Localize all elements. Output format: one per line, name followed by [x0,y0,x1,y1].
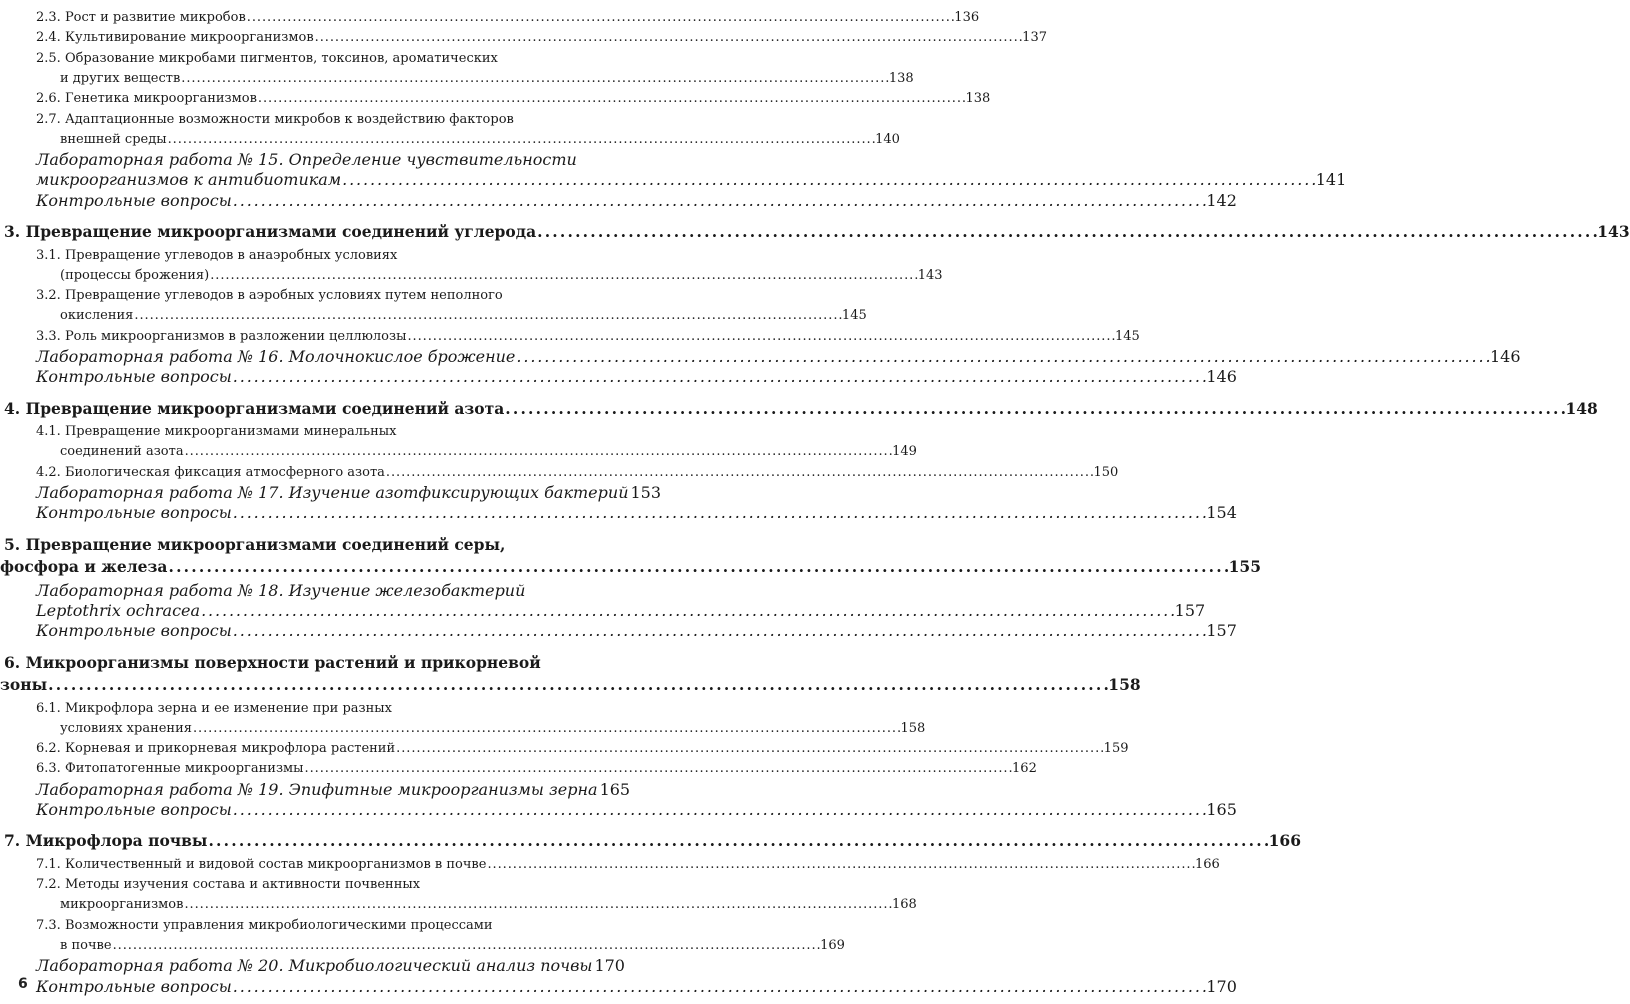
toc-page-number: 166 [1268,831,1301,851]
toc-entry-text: Лабораторная работа № 20. Микробиологический анализ почвы [36,956,593,976]
toc-entry-line [0,110,580,130]
toc-page-number: 153 [630,483,662,502]
toc-entry-text: Лабораторная работа № 15. Определение чувствительности [36,150,577,170]
toc-entry-line [0,190,1237,211]
toc-entry-text: внешней среды [60,131,167,147]
toc-entry-text: в почве [60,937,112,953]
toc-entry-line [0,699,580,719]
dot-leader [386,463,1093,483]
toc-page-number: 140 [875,131,900,147]
toc-entry-text: условиях хранения [60,720,192,736]
dot-leader [342,170,1315,190]
toc-entry-text: микроорганизмов к антибиотикам [36,170,342,190]
toc-entry-text: Контрольные вопросы [36,190,232,210]
toc-entry-line [0,956,625,976]
toc-entry-line [0,463,1119,483]
toc-entry-line [0,831,1301,851]
toc-entry-line [0,621,1237,641]
toc-entry-text: 5. Превращение микроорганизмами соединений серы, [4,534,506,554]
toc-page-number: 158 [1108,675,1141,694]
toc-entry-line [0,581,580,601]
toc-entry-line [0,398,1598,419]
toc-entry-text: 3.3. Роль микроорганизмов в разложении целлюлозы [36,328,407,344]
toc-entry-text: Лабораторная работа № 18. Изучение железобактерий [36,580,526,600]
toc-page-number: 154 [1206,503,1237,523]
toc-entry-line [0,89,991,109]
toc-entry-text: микроорганизмов [60,897,184,913]
toc-entry-line [0,246,580,266]
toc-page-number: 142 [1206,190,1237,210]
toc-entry-line [0,936,845,956]
toc-entry-line [0,600,1206,621]
toc-entry-line [0,28,1047,48]
toc-entry-text: 6.1. Микрофлора зерна и ее изменение при разных [36,700,392,716]
toc-entry-text: 7.1. Количественный и видовой состав микроорганизмов в почве [36,856,487,872]
toc-entry-line [0,306,867,326]
toc-page-number: 143 [917,267,943,283]
toc-entry-text: (процессы брожения) [60,267,210,283]
dot-leader [168,130,875,150]
toc-entry-text: фосфора и железа [0,557,168,577]
toc-entry-text: 6.3. Фитопатогенные микроорганизмы [36,761,304,777]
dot-leader [184,895,891,915]
toc-page-number: 143 [1597,222,1630,241]
toc-entry-line [0,170,1347,190]
toc-entry-line [0,266,943,286]
dot-leader [516,347,1489,367]
dot-leader [233,621,1206,641]
toc-page-number: 150 [1093,464,1119,480]
toc-entry-line [0,875,580,895]
dot-leader [505,399,1564,419]
toc-entry-line [0,779,631,800]
dot-leader [247,8,954,28]
toc-page-number: 137 [1022,30,1047,46]
toc-page-number: 136 [954,10,980,25]
toc-entry-line [0,442,917,462]
toc-entry-text: 7.2. Методы изучения состава и активности почвенных [36,877,421,893]
toc-entry-text: 6.2. Корневая и прикорневая микрофлора растений [36,741,396,757]
toc-page-number: 157 [1206,621,1237,641]
dot-leader [315,28,1022,48]
toc-entry-text: 2.7. Адаптационные возможности микробов к воздействию факторов [36,111,514,127]
toc-entry-line [0,535,580,555]
dot-leader [193,719,900,739]
toc-page-number: 138 [965,91,991,107]
toc-entry-text: Контрольные вопросы [36,800,232,819]
toc-entry-text: 3.2. Превращение углеводов в аэробных условиях путем неполного [36,288,503,304]
dot-leader [233,367,1206,387]
toc-page-number: 169 [820,937,845,953]
toc-page-number: 165 [599,779,631,799]
dot-leader [233,503,1206,523]
toc-entry-line [0,503,1237,523]
toc-entry-text: 7.3. Возможности управления микробиологическими процессами [36,917,493,933]
toc-page-number: 168 [891,897,917,913]
dot-leader [48,675,1107,695]
toc-entry-text: 2.6. Генетика микроорганизмов [36,91,257,107]
toc-page-number: 141 [1315,170,1347,190]
toc-entry-line [0,675,1141,695]
dot-leader [407,327,1114,347]
toc-entry-text: Контрольные вопросы [36,621,232,641]
dot-leader [113,936,820,956]
dot-leader [487,855,1194,875]
dot-leader [134,306,841,326]
toc-page-number: 146 [1206,367,1237,387]
dot-leader [233,800,1206,820]
dot-leader [181,69,888,89]
toc-entry-text: Контрольные вопросы [36,367,232,387]
toc-entry-text: окисления [60,308,134,324]
toc-entry-line [0,719,926,739]
toc-page-number: 162 [1012,761,1037,777]
toc-entry-line [0,976,1237,997]
toc-page-number: 166 [1194,856,1220,872]
toc-entry-text: 3.1. Превращение углеводов в анаэробных условиях [36,247,398,263]
toc-entry-text: зоны [0,675,48,694]
toc-entry-line [0,422,580,442]
toc-page-number: 145 [1114,328,1140,344]
dot-leader [201,601,1174,621]
toc-page-number: 159 [1103,741,1129,757]
toc-entry-line [0,739,1129,759]
toc-entry-line [0,49,580,69]
dot-leader [305,759,1012,779]
toc-entry-text: Лабораторная работа № 17. Изучение азотфиксирующих бактерий [36,483,629,502]
toc-entry-line [0,557,1261,577]
toc-entry-text: 7. Микрофлора почвы [4,831,208,851]
dot-leader [185,442,892,462]
toc-page-number: 148 [1565,398,1598,418]
toc-page-number: 146 [1489,347,1521,366]
toc-entry-line [0,130,900,150]
toc-page-number: 138 [888,70,914,86]
toc-entry-text: и других веществ [60,70,181,86]
toc-entry-text: соединений азота [60,444,184,460]
toc-entry-line [0,759,1037,779]
toc-entry-text: Контрольные вопросы [36,976,232,996]
toc-entry-line [0,800,1237,820]
toc-page-number: 170 [1206,976,1237,996]
toc-entry-line [0,8,980,28]
toc-entry-line [0,855,1220,875]
dot-leader [210,266,917,286]
toc-entry-text: 4. Превращение микроорганизмами соединений азота [4,398,505,418]
toc-entry-text: Лабораторная работа № 16. Молочнокислое брожение [36,347,516,366]
toc-entry-line [0,895,917,915]
toc-entry-line [0,222,1630,242]
toc-page-number: 145 [841,308,867,324]
toc-page-number: 165 [1206,800,1237,819]
toc-entry-text: Leptothrix ochracea [36,600,201,620]
page-number: 6 [18,976,28,992]
toc-entry-line [0,69,914,89]
dot-leader [233,191,1206,211]
dot-leader [396,739,1103,759]
toc-entry-text: 4.2. Биологическая фиксация атмосферного азота [36,464,385,480]
toc-entry-line [0,327,1140,347]
toc-entry-text: 2.5. Образование микробами пигментов, токсинов, ароматических [36,50,498,66]
toc-entry-text: 2.4. Культивирование микроорганизмов [36,30,314,46]
toc-entry-text: Контрольные вопросы [36,503,232,523]
toc-entry-line [0,483,662,503]
toc-entry-text: 6. Микроорганизмы поверхности растений и прикорневой [4,652,541,672]
dot-leader [168,557,1227,577]
toc-entry-line [0,653,580,673]
toc-entry-line [0,286,580,306]
toc-entry-line [0,916,580,936]
toc-page-number: 170 [594,956,625,976]
toc-entry-text: 2.3. Рост и развитие микробов [36,10,246,25]
dot-leader [208,831,1267,851]
toc-page-number: 149 [892,444,917,460]
dot-leader [258,89,965,109]
toc-entry-line [0,150,580,170]
toc-page-number: 157 [1174,600,1206,620]
toc-entry-text: 4.1. Превращение микроорганизмами минеральных [36,424,397,440]
toc-entry-line [0,367,1237,387]
dot-leader [233,977,1206,997]
toc-entry-line [0,347,1521,367]
toc-page-number: 155 [1228,557,1261,577]
toc-entry-text: 3. Превращение микроорганизмами соединений углерода [4,222,537,241]
toc-entry-text: Лабораторная работа № 19. Эпифитные микроорганизмы зерна [36,779,598,799]
toc-page-number: 158 [900,720,926,736]
dot-leader [537,222,1596,242]
